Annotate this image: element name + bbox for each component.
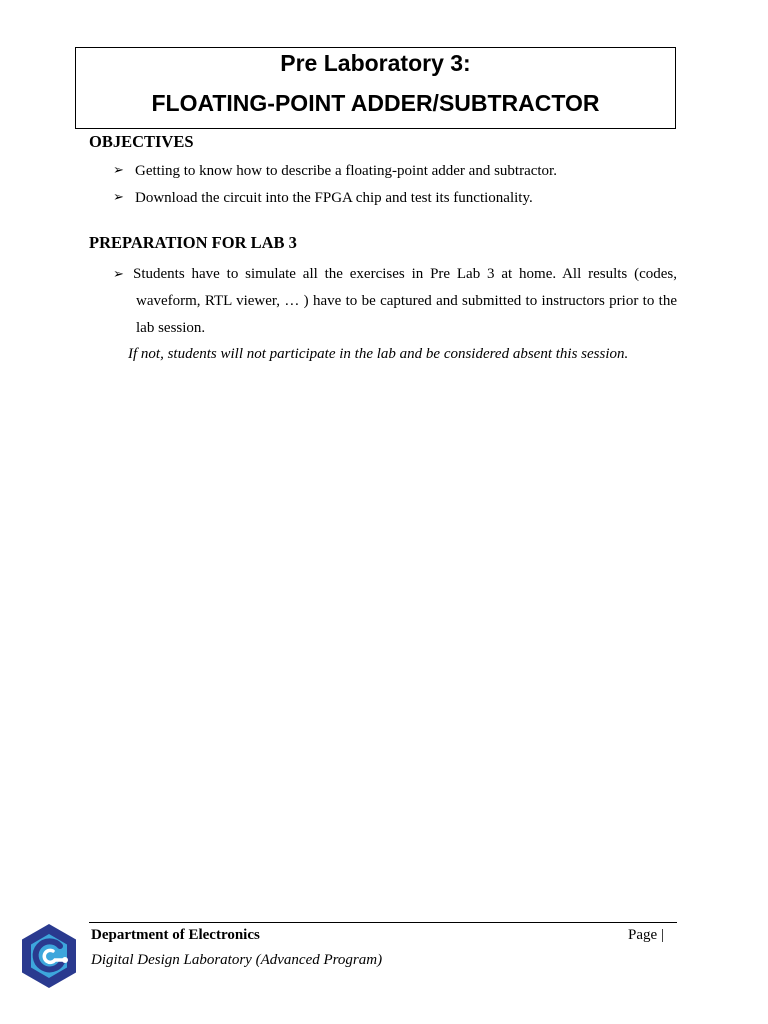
objective-item	[113, 189, 533, 207]
title-box	[75, 47, 676, 129]
objective-text: Download the circuit into the FPGA chip and test its functionality.	[135, 190, 533, 206]
objective-item	[113, 162, 557, 180]
footer-department: Department of Electronics	[91, 927, 260, 943]
footer-page-label: Page |	[628, 927, 664, 943]
preparation-text: Students have to simulate all the exercises in Pre Lab 3 at home. All results (codes, waveform, RTL viewer, … ) have to be captured and submitted to instructors prior to the lab session.	[133, 266, 677, 336]
arrow-bullet-icon: ➢	[113, 190, 124, 205]
preparation-note: If not, students will not participate in the lab and be considered absent this session.	[128, 346, 629, 362]
department-logo-icon	[20, 922, 78, 990]
arrow-bullet-icon: ➢	[113, 267, 124, 282]
arrow-bullet-icon: ➢	[113, 163, 124, 178]
footer-course: Digital Design Laboratory (Advanced Program)	[91, 952, 383, 968]
objective-text: Getting to know how to describe a floating-point adder and subtractor.	[135, 163, 557, 179]
preparation-paragraph	[113, 261, 677, 342]
objectives-heading: OBJECTIVES	[89, 132, 194, 151]
preparation-heading: PREPARATION FOR LAB 3	[89, 233, 297, 252]
page-title-line2: FLOATING-POINT ADDER/SUBTRACTOR	[151, 90, 600, 116]
page-title-line1: Pre Laboratory 3:	[280, 50, 471, 76]
footer-divider	[89, 922, 677, 923]
